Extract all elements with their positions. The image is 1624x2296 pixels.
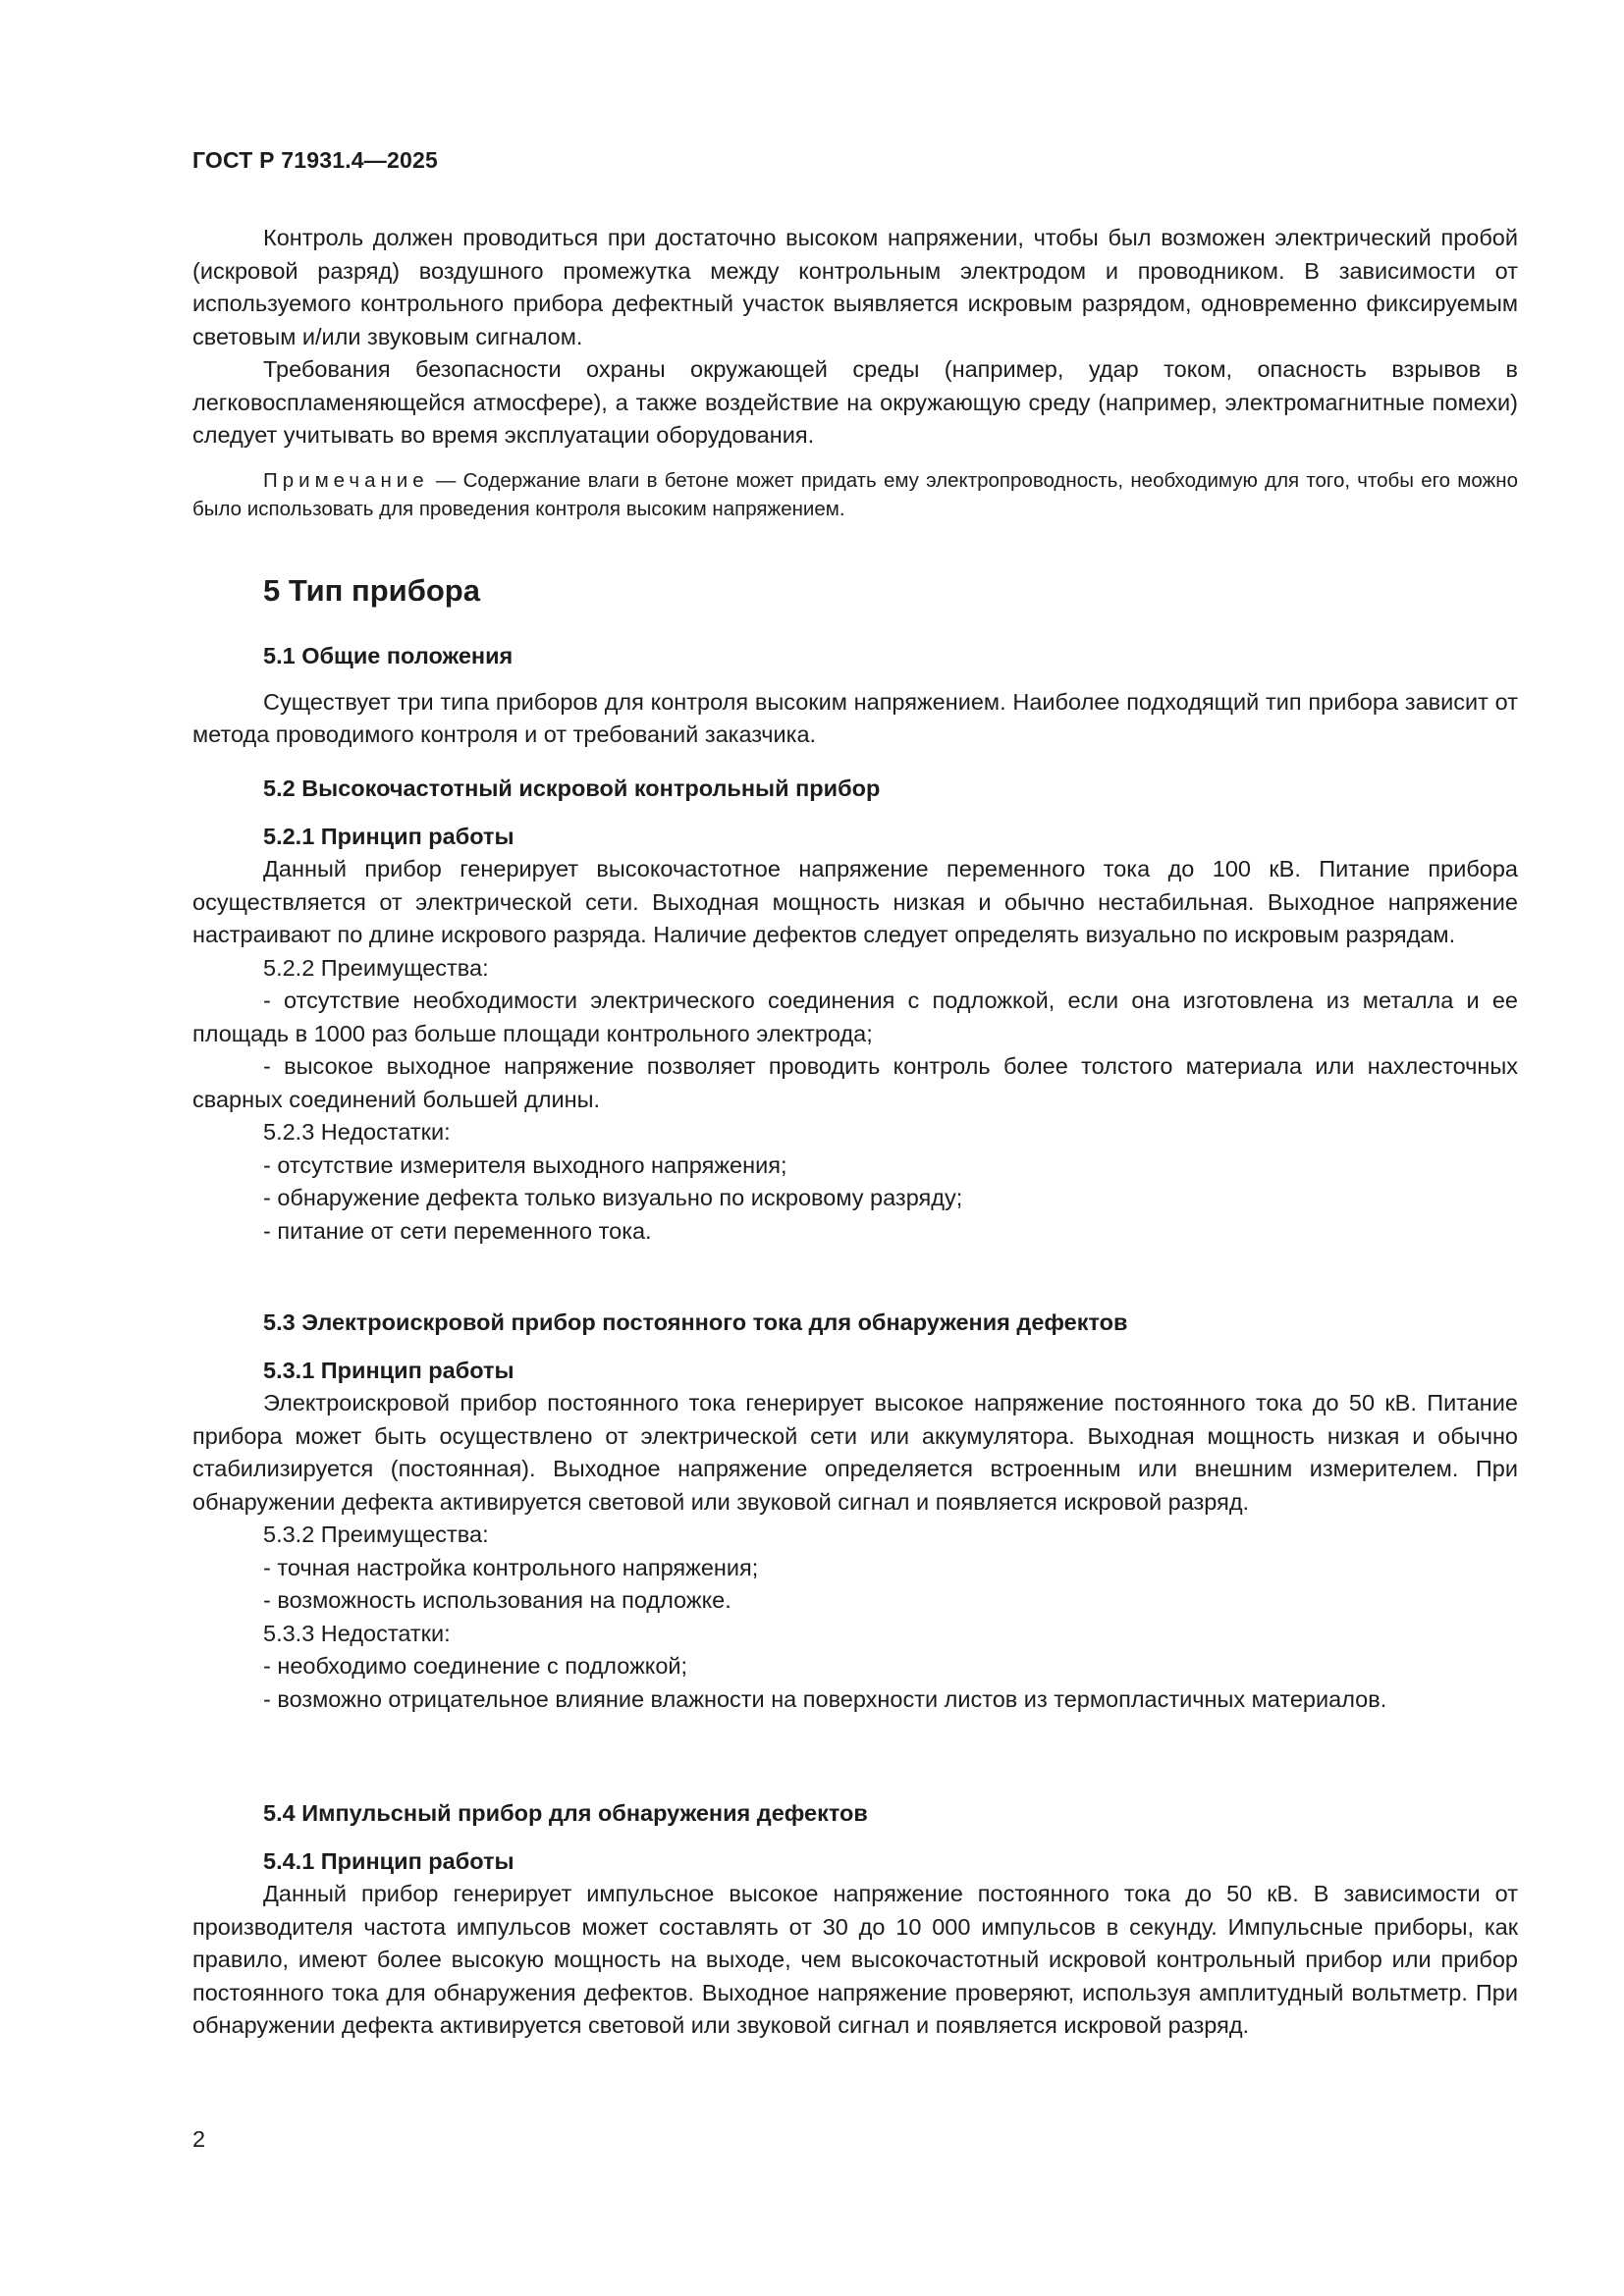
section-5-4 (192, 1797, 1518, 2043)
section-5-1-text: Существует три типа приборов для контроля высоким напряжением. Наиболее подходящий тип прибора зависит от метода проводимого контроля и от требований заказчика. (192, 688, 1518, 747)
section-5-2-3-title: 5.2.3 Недостатки: (263, 1119, 451, 1145)
intro-block (192, 222, 1518, 523)
section-5-4-1-title: 5.4.1 Принцип работы (263, 1847, 514, 1874)
section-5-1 (192, 640, 1518, 752)
list-item: - отсутствие измерителя выходного напряжения; (263, 1151, 787, 1178)
section-5-3-1-title: 5.3.1 Принцип работы (263, 1357, 514, 1383)
section-5-3-title: 5.3 Электроискровой прибор постоянного тока для обнаружения дефектов (263, 1309, 1128, 1335)
note-text: — Содержание влаги в бетоне может придать ему электропроводность, необходимую для того, чтобы его можно было использовать для проведения контроля высоким напряжением. (192, 468, 1518, 520)
section-5-2-1-text: Данный прибор генерирует высокочастотное напряжение переменного тока до 100 кВ. Питание прибора осуществляется от электрической сети. Выходная мощность низкая и обычно нестабильная. Выходное напряжение настраивают по длине искрового разряда. Наличие дефектов следует определять визуально по искровым разрядам. (192, 856, 1518, 947)
list-item: - возможность использования на подложке. (263, 1587, 731, 1613)
section-5-2-2-title: 5.2.2 Преимущества: (263, 954, 489, 981)
section-5-1-title: 5.1 Общие положения (263, 643, 514, 668)
list-item: - питание от сети переменного тока. (263, 1217, 652, 1244)
list-item: - обнаружение дефекта только визуально по искровому разряду; (263, 1185, 963, 1210)
list-item: - возможно отрицательное влияние влажности на поверхности листов из термопластичных материалов. (263, 1685, 1387, 1712)
list-item: - точная настройка контрольного напряжения; (263, 1554, 759, 1580)
note-label: Примечание (263, 468, 429, 492)
section-5-3 (192, 1307, 1518, 1716)
intro-paragraph-2: Требования безопасности охраны окружающей среды (например, удар током, опасность взрывов в легковоспламеняющейся атмосфере), а также воздействие на окружающую среду (например, электромагнитные помехи) следует учитывать во время эксплуатации оборудования. (192, 356, 1518, 448)
intro-paragraph-1: Контроль должен проводиться при достаточно высоком напряжении, чтобы был возможен электрический пробой (искровой разряд) воздушного промежутка между контрольным электродом и проводником. В зависимости от используемого контрольного прибора дефектный участок выявляется искровым разрядом, одновременно фиксируемым световым и/или звуковым сигналом. (192, 225, 1518, 349)
section-5-title: 5 Тип прибора (263, 573, 480, 608)
section-5-3-3-title: 5.3.3 Недостатки: (263, 1620, 451, 1646)
section-5-3-2-title: 5.3.2 Преимущества: (263, 1522, 489, 1547)
note (192, 466, 1518, 523)
list-item: - отсутствие необходимости электрического соединения с подложкой, если она изготовлена из металла и ее площадь в 1000 раз больше площади контрольного электрода; (192, 988, 1518, 1046)
page-number: 2 (192, 2126, 206, 2152)
list-item: - необходимо соединение с подложкой; (263, 1653, 688, 1679)
section-5-2-1-title: 5.2.1 Принцип работы (263, 823, 514, 849)
section-5-heading-block (192, 573, 1518, 609)
section-5-3-1-text: Электроискровой прибор постоянного тока генерирует высокое напряжение постоянного тока до 50 кВ. Питание прибора может быть осуществлено от электрической сети или аккумулятора. Выходная мощность низкая и обычно стабилизируется (постоянная). Выходное напряжение определяется встроенным или внешним измерителем. При обнаружении дефекта активируется световой или звуковой сигнал и появляется искровой разряд. (192, 1390, 1518, 1515)
section-5-4-title: 5.4 Импульсный прибор для обнаружения дефектов (263, 1800, 868, 1826)
section-5-2 (192, 773, 1518, 1248)
section-5-4-1-text: Данный прибор генерирует импульсное высокое напряжение постоянного тока до 50 кВ. В зависимости от производителя частота импульсов может составлять от 30 до 10 000 импульсов в секунду. Импульсные приборы, как правило, имеют более высокую мощность на выходе, чем высокочастотный искровой контрольный прибор или прибор постоянного тока для обнаружения дефектов. Выходное напряжение проверяют, используя амплитудный вольтметр. При обнаружении дефекта активируется световой или звуковой сигнал и появляется искровой разряд. (192, 1881, 1518, 2038)
section-5-2-title: 5.2 Высокочастотный искровой контрольный прибор (263, 775, 881, 801)
document-code-header: ГОСТ Р 71931.4—2025 (192, 147, 438, 173)
list-item: - высокое выходное напряжение позволяет проводить контроль более толстого материала или нахлесточных сварных соединений большей длины. (192, 1053, 1518, 1112)
